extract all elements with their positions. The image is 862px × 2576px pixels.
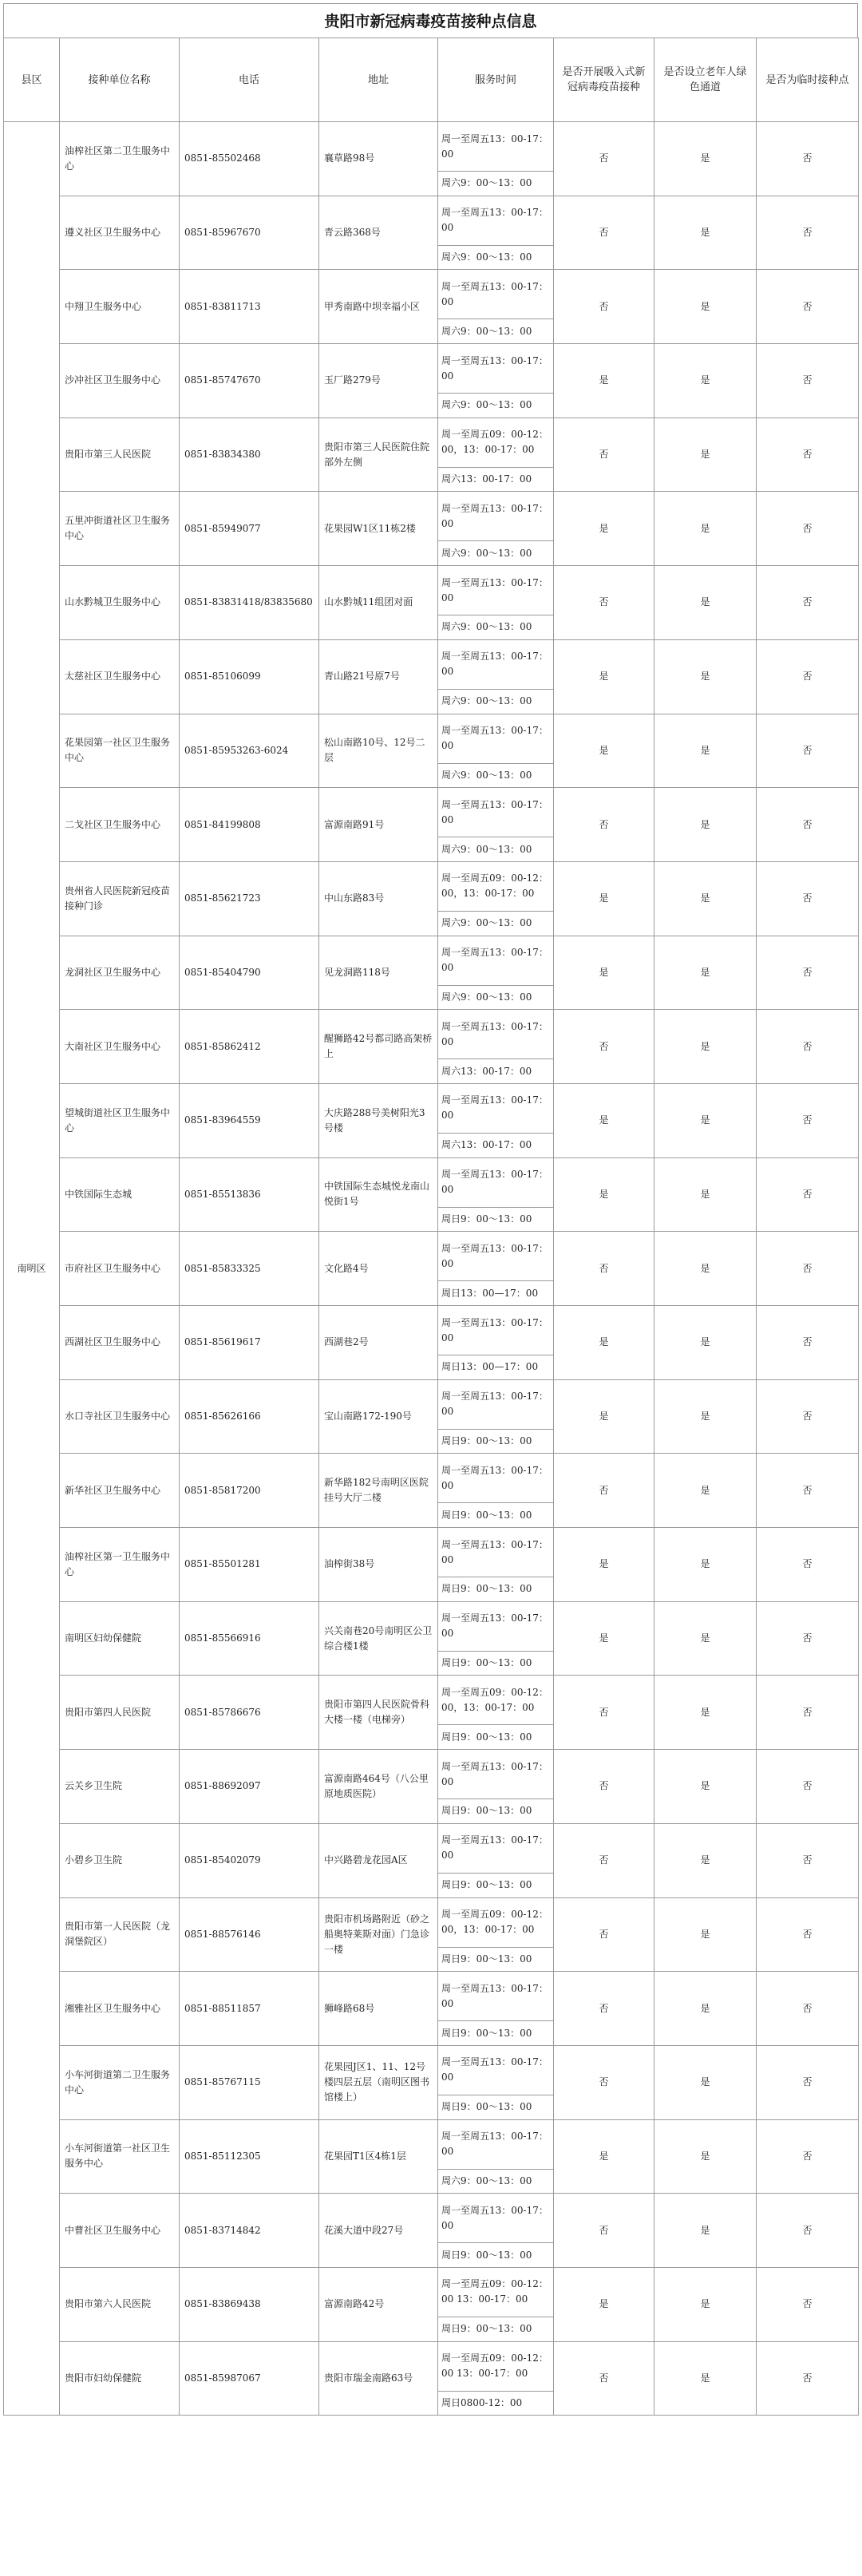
phone-cell: 0851-83714842 xyxy=(180,2194,319,2268)
site-name-cell: 西湖社区卫生服务中心 xyxy=(60,1306,180,1380)
temporary-site-cell: 否 xyxy=(757,566,859,640)
service-time-weekend-cell: 周日9：00～13：00 xyxy=(438,1503,554,1528)
service-time-weekend-cell: 周六9：00～13：00 xyxy=(438,689,554,714)
table-row xyxy=(4,2045,859,2095)
service-time-weekday-cell: 周一至周五13：00-17：00 xyxy=(438,1454,554,1503)
address-cell: 山水黔城11组团对面 xyxy=(319,566,438,640)
phone-cell: 0851-85833325 xyxy=(180,1232,319,1306)
service-time-weekend-cell: 周日9：00～13：00 xyxy=(438,1651,554,1676)
elderly-channel-cell: 是 xyxy=(654,1750,757,1824)
temporary-site-cell: 否 xyxy=(757,270,859,344)
temporary-site-cell: 否 xyxy=(757,1601,859,1676)
address-cell: 贵阳市第三人民医院住院部外左侧 xyxy=(319,417,438,492)
temporary-site-cell: 否 xyxy=(757,2341,859,2416)
table-row xyxy=(4,270,859,319)
header-address: 地址 xyxy=(319,38,438,122)
temporary-site-cell: 否 xyxy=(757,196,859,270)
temporary-site-cell: 否 xyxy=(757,1379,859,1454)
inhaled-vaccine-cell: 是 xyxy=(554,1601,654,1676)
service-time-weekend-cell: 周六9：00～13：00 xyxy=(438,615,554,640)
service-time-weekend-cell: 周六9：00～13：00 xyxy=(438,319,554,344)
phone-cell: 0851-88576146 xyxy=(180,1897,319,1972)
elderly-channel-cell: 是 xyxy=(654,2341,757,2416)
service-time-weekday-cell: 周一至周五13：00-17：00 xyxy=(438,1083,554,1133)
inhaled-vaccine-cell: 否 xyxy=(554,1454,654,1528)
address-cell: 甲秀南路中坝幸福小区 xyxy=(319,270,438,344)
address-cell: 青云路368号 xyxy=(319,196,438,270)
site-name-cell: 贵阳市第四人民医院 xyxy=(60,1676,180,1750)
address-cell: 醒狮路42号都司路高架桥上 xyxy=(319,1010,438,1084)
address-cell: 贵阳市第四人民医院骨科大楼一楼（电梯旁） xyxy=(319,1676,438,1750)
table-row xyxy=(4,1897,859,1947)
phone-cell: 0851-85502468 xyxy=(180,122,319,196)
inhaled-vaccine-cell: 否 xyxy=(554,270,654,344)
address-cell: 玉厂路279号 xyxy=(319,344,438,418)
address-cell: 文化路4号 xyxy=(319,1232,438,1306)
temporary-site-cell: 否 xyxy=(757,788,859,862)
site-name-cell: 太慈社区卫生服务中心 xyxy=(60,639,180,714)
temporary-site-cell: 否 xyxy=(757,2267,859,2341)
elderly-channel-cell: 是 xyxy=(654,1528,757,1602)
address-cell: 大庆路288号美树阳光3号楼 xyxy=(319,1083,438,1157)
site-name-cell: 沙冲社区卫生服务中心 xyxy=(60,344,180,418)
service-time-weekday-cell: 周一至周五13：00-17：00 xyxy=(438,270,554,319)
address-cell: 贵阳市瑞金南路63号 xyxy=(319,2341,438,2416)
site-name-cell: 贵阳市第六人民医院 xyxy=(60,2267,180,2341)
service-time-weekend-cell: 周六13：00-17：00 xyxy=(438,1059,554,1084)
page-title: 贵阳市新冠病毒疫苗接种点信息 xyxy=(3,3,858,38)
site-name-cell: 山水黔城卫生服务中心 xyxy=(60,566,180,640)
address-cell: 宝山南路172-190号 xyxy=(319,1379,438,1454)
temporary-site-cell: 否 xyxy=(757,714,859,788)
site-name-cell: 贵阳市第三人民医院 xyxy=(60,417,180,492)
site-name-cell: 望城街道社区卫生服务中心 xyxy=(60,1083,180,1157)
phone-cell: 0851-85967670 xyxy=(180,196,319,270)
elderly-channel-cell: 是 xyxy=(654,788,757,862)
temporary-site-cell: 否 xyxy=(757,1010,859,1084)
inhaled-vaccine-cell: 否 xyxy=(554,1010,654,1084)
elderly-channel-cell: 是 xyxy=(654,196,757,270)
elderly-channel-cell: 是 xyxy=(654,492,757,566)
inhaled-vaccine-cell: 否 xyxy=(554,196,654,270)
phone-cell: 0851-84199808 xyxy=(180,788,319,862)
table-row xyxy=(4,417,859,467)
table-row xyxy=(4,936,859,985)
inhaled-vaccine-cell: 是 xyxy=(554,1528,654,1602)
table-row xyxy=(4,1601,859,1651)
address-cell: 见龙洞路118号 xyxy=(319,936,438,1010)
temporary-site-cell: 否 xyxy=(757,1972,859,2046)
site-name-cell: 花果园第一社区卫生服务中心 xyxy=(60,714,180,788)
site-name-cell: 中铁国际生态城 xyxy=(60,1157,180,1232)
table-row xyxy=(4,492,859,541)
site-name-cell: 湘雅社区卫生服务中心 xyxy=(60,1972,180,2046)
elderly-channel-cell: 是 xyxy=(654,1232,757,1306)
elderly-channel-cell: 是 xyxy=(654,861,757,936)
service-time-weekend-cell: 周日9：00～13：00 xyxy=(438,1577,554,1602)
header-phone: 电话 xyxy=(180,38,319,122)
address-cell: 狮峰路68号 xyxy=(319,1972,438,2046)
table-row xyxy=(4,196,859,245)
service-time-weekday-cell: 周一至周五13：00-17：00 xyxy=(438,1232,554,1281)
elderly-channel-cell: 是 xyxy=(654,1306,757,1380)
elderly-channel-cell: 是 xyxy=(654,270,757,344)
table-row xyxy=(4,2267,859,2317)
inhaled-vaccine-cell: 否 xyxy=(554,1676,654,1750)
phone-cell: 0851-85817200 xyxy=(180,1454,319,1528)
phone-cell: 0851-85402079 xyxy=(180,1823,319,1897)
header-county: 县区 xyxy=(4,38,60,122)
phone-cell: 0851-85619617 xyxy=(180,1306,319,1380)
service-time-weekday-cell: 周一至周五09：00-12：00 13：00-17：00 xyxy=(438,2341,554,2391)
table-row xyxy=(4,1454,859,1503)
phone-cell: 0851-85949077 xyxy=(180,492,319,566)
address-cell: 松山南路10号、12号二层 xyxy=(319,714,438,788)
service-time-weekday-cell: 周一至周五13：00-17：00 xyxy=(438,2045,554,2095)
temporary-site-cell: 否 xyxy=(757,639,859,714)
address-cell: 青山路21号原7号 xyxy=(319,639,438,714)
service-time-weekday-cell: 周一至周五13：00-17：00 xyxy=(438,1379,554,1429)
inhaled-vaccine-cell: 是 xyxy=(554,1083,654,1157)
site-name-cell: 南明区妇幼保健院 xyxy=(60,1601,180,1676)
service-time-weekday-cell: 周一至周五13：00-17：00 xyxy=(438,788,554,837)
service-time-weekend-cell: 周日9：00～13：00 xyxy=(438,2243,554,2268)
table-row xyxy=(4,2194,859,2243)
service-time-weekday-cell: 周一至周五13：00-17：00 xyxy=(438,1010,554,1059)
phone-cell: 0851-85513836 xyxy=(180,1157,319,1232)
table-row xyxy=(4,2119,859,2169)
temporary-site-cell: 否 xyxy=(757,1083,859,1157)
service-time-weekday-cell: 周一至周五13：00-17：00 xyxy=(438,344,554,394)
site-name-cell: 大南社区卫生服务中心 xyxy=(60,1010,180,1084)
table-row xyxy=(4,1750,859,1799)
address-cell: 花溪大道中段27号 xyxy=(319,2194,438,2268)
service-time-weekend-cell: 周六9：00～13：00 xyxy=(438,911,554,936)
inhaled-vaccine-cell: 否 xyxy=(554,566,654,640)
service-time-weekend-cell: 周日9：00～13：00 xyxy=(438,2095,554,2119)
elderly-channel-cell: 是 xyxy=(654,1897,757,1972)
site-name-cell: 小碧乡卫生院 xyxy=(60,1823,180,1897)
phone-cell: 0851-83834380 xyxy=(180,417,319,492)
phone-cell: 0851-85566916 xyxy=(180,1601,319,1676)
inhaled-vaccine-cell: 是 xyxy=(554,2119,654,2194)
table-row xyxy=(4,122,859,172)
address-cell: 富源南路42号 xyxy=(319,2267,438,2341)
service-time-weekday-cell: 周一至周五13：00-17：00 xyxy=(438,1823,554,1873)
inhaled-vaccine-cell: 是 xyxy=(554,492,654,566)
address-cell: 中铁国际生态城悦龙南山悦街1号 xyxy=(319,1157,438,1232)
site-name-cell: 中曹社区卫生服务中心 xyxy=(60,2194,180,2268)
temporary-site-cell: 否 xyxy=(757,861,859,936)
temporary-site-cell: 否 xyxy=(757,122,859,196)
elderly-channel-cell: 是 xyxy=(654,566,757,640)
site-name-cell: 龙洞社区卫生服务中心 xyxy=(60,936,180,1010)
service-time-weekday-cell: 周一至周五09：00-12：00 13：00-17：00 xyxy=(438,2267,554,2317)
document xyxy=(3,3,858,2573)
county-cell: 南明区 xyxy=(4,122,60,2416)
table-row xyxy=(4,639,859,689)
service-time-weekday-cell: 周一至周五09：00-12：00，13：00-17：00 xyxy=(438,1897,554,1947)
temporary-site-cell: 否 xyxy=(757,936,859,1010)
service-time-weekday-cell: 周一至周五13：00-17：00 xyxy=(438,492,554,541)
table-row xyxy=(4,1823,859,1873)
elderly-channel-cell: 是 xyxy=(654,1157,757,1232)
inhaled-vaccine-cell: 是 xyxy=(554,1157,654,1232)
address-cell: 兴关南巷20号南明区公卫综合楼1楼 xyxy=(319,1601,438,1676)
elderly-channel-cell: 是 xyxy=(654,714,757,788)
site-name-cell: 贵阳市第一人民医院（龙洞堡院区） xyxy=(60,1897,180,1972)
inhaled-vaccine-cell: 否 xyxy=(554,2341,654,2416)
service-time-weekday-cell: 周一至周五13：00-17：00 xyxy=(438,1750,554,1799)
elderly-channel-cell: 是 xyxy=(654,1454,757,1528)
table-row xyxy=(4,1972,859,2021)
phone-cell: 0851-85953263-6024 xyxy=(180,714,319,788)
phone-cell: 0851-88692097 xyxy=(180,1750,319,1824)
site-name-cell: 贵阳市妇幼保健院 xyxy=(60,2341,180,2416)
site-name-cell: 云关乡卫生院 xyxy=(60,1750,180,1824)
elderly-channel-cell: 是 xyxy=(654,122,757,196)
elderly-channel-cell: 是 xyxy=(654,1601,757,1676)
inhaled-vaccine-cell: 否 xyxy=(554,2045,654,2119)
elderly-channel-cell: 是 xyxy=(654,1083,757,1157)
elderly-channel-cell: 是 xyxy=(654,2119,757,2194)
temporary-site-cell: 否 xyxy=(757,1823,859,1897)
elderly-channel-cell: 是 xyxy=(654,1676,757,1750)
address-cell: 富源南路464号（八公里原地质医院） xyxy=(319,1750,438,1824)
temporary-site-cell: 否 xyxy=(757,2194,859,2268)
service-time-weekend-cell: 周日9：00～13：00 xyxy=(438,2021,554,2046)
elderly-channel-cell: 是 xyxy=(654,2267,757,2341)
elderly-channel-cell: 是 xyxy=(654,1972,757,2046)
table-row xyxy=(4,1528,859,1577)
temporary-site-cell: 否 xyxy=(757,2045,859,2119)
address-cell: 花果园J区1、11、12号楼四层五层（南明区图书馆楼上） xyxy=(319,2045,438,2119)
inhaled-vaccine-cell: 否 xyxy=(554,1232,654,1306)
header-temporary-site: 是否为临时接种点 xyxy=(757,38,859,122)
service-time-weekday-cell: 周一至周五13：00-17：00 xyxy=(438,196,554,245)
site-name-cell: 油榨社区第二卫生服务中心 xyxy=(60,122,180,196)
phone-cell: 0851-83831418/83835680 xyxy=(180,566,319,640)
table-row xyxy=(4,1157,859,1207)
table-row xyxy=(4,714,859,763)
service-time-weekend-cell: 周六13：00-17：00 xyxy=(438,467,554,492)
site-name-cell: 二戈社区卫生服务中心 xyxy=(60,788,180,862)
table-row xyxy=(4,344,859,394)
service-time-weekday-cell: 周一至周五13：00-17：00 xyxy=(438,122,554,172)
temporary-site-cell: 否 xyxy=(757,492,859,566)
service-time-weekend-cell: 周日9：00～13：00 xyxy=(438,1207,554,1232)
phone-cell: 0851-85106099 xyxy=(180,639,319,714)
phone-cell: 0851-85767115 xyxy=(180,2045,319,2119)
phone-cell: 0851-85621723 xyxy=(180,861,319,936)
inhaled-vaccine-cell: 是 xyxy=(554,936,654,1010)
elderly-channel-cell: 是 xyxy=(654,639,757,714)
table-row xyxy=(4,1232,859,1281)
inhaled-vaccine-cell: 是 xyxy=(554,1379,654,1454)
service-time-weekend-cell: 周日9：00～13：00 xyxy=(438,1725,554,1750)
inhaled-vaccine-cell: 否 xyxy=(554,788,654,862)
phone-cell: 0851-88511857 xyxy=(180,1972,319,2046)
service-time-weekend-cell: 周日0800-12：00 xyxy=(438,2391,554,2416)
service-time-weekday-cell: 周一至周五13：00-17：00 xyxy=(438,1601,554,1651)
header-elderly-channel: 是否设立老年人绿色通道 xyxy=(654,38,757,122)
header-inhaled-vaccine: 是否开展吸入式新冠病毒疫苗接种 xyxy=(554,38,654,122)
elderly-channel-cell: 是 xyxy=(654,1823,757,1897)
site-name-cell: 遵义社区卫生服务中心 xyxy=(60,196,180,270)
service-time-weekend-cell: 周日9：00～13：00 xyxy=(438,1873,554,1897)
elderly-channel-cell: 是 xyxy=(654,2045,757,2119)
temporary-site-cell: 否 xyxy=(757,1454,859,1528)
table-row xyxy=(4,1010,859,1059)
elderly-channel-cell: 是 xyxy=(654,2194,757,2268)
phone-cell: 0851-85404790 xyxy=(180,936,319,1010)
service-time-weekday-cell: 周一至周五13：00-17：00 xyxy=(438,566,554,615)
inhaled-vaccine-cell: 是 xyxy=(554,861,654,936)
site-name-cell: 五里冲街道社区卫生服务中心 xyxy=(60,492,180,566)
temporary-site-cell: 否 xyxy=(757,1306,859,1380)
service-time-weekend-cell: 周六9：00～13：00 xyxy=(438,245,554,270)
service-time-weekend-cell: 周日9：00～13：00 xyxy=(438,1429,554,1454)
service-time-weekend-cell: 周日9：00～13：00 xyxy=(438,1947,554,1972)
inhaled-vaccine-cell: 是 xyxy=(554,1306,654,1380)
service-time-weekend-cell: 周六9：00～13：00 xyxy=(438,763,554,788)
phone-cell: 0851-85501281 xyxy=(180,1528,319,1602)
inhaled-vaccine-cell: 否 xyxy=(554,1897,654,1972)
table-row xyxy=(4,1083,859,1133)
address-cell: 油榨街38号 xyxy=(319,1528,438,1602)
phone-cell: 0851-85786676 xyxy=(180,1676,319,1750)
service-time-weekend-cell: 周日13：00—17：00 xyxy=(438,1355,554,1380)
service-time-weekend-cell: 周六9：00～13：00 xyxy=(438,172,554,196)
service-time-weekend-cell: 周六9：00～13：00 xyxy=(438,2169,554,2194)
service-time-weekday-cell: 周一至周五13：00-17：00 xyxy=(438,936,554,985)
address-cell: 花果园W1区11栋2楼 xyxy=(319,492,438,566)
service-time-weekend-cell: 周六9：00～13：00 xyxy=(438,541,554,566)
phone-cell: 0851-85112305 xyxy=(180,2119,319,2194)
phone-cell: 0851-85626166 xyxy=(180,1379,319,1454)
table-row xyxy=(4,861,859,911)
inhaled-vaccine-cell: 是 xyxy=(554,344,654,418)
site-name-cell: 小车河街道第一社区卫生服务中心 xyxy=(60,2119,180,2194)
service-time-weekday-cell: 周一至周五09：00-12：00，13：00-17：00 xyxy=(438,861,554,911)
address-cell: 中兴路碧龙花园A区 xyxy=(319,1823,438,1897)
temporary-site-cell: 否 xyxy=(757,1232,859,1306)
temporary-site-cell: 否 xyxy=(757,1157,859,1232)
phone-cell: 0851-85747670 xyxy=(180,344,319,418)
service-time-weekday-cell: 周一至周五13：00-17：00 xyxy=(438,1306,554,1355)
address-cell: 花果园T1区4栋1层 xyxy=(319,2119,438,2194)
service-time-weekend-cell: 周日9：00～13：00 xyxy=(438,1799,554,1824)
inhaled-vaccine-cell: 否 xyxy=(554,1972,654,2046)
inhaled-vaccine-cell: 否 xyxy=(554,2194,654,2268)
address-cell: 西湖巷2号 xyxy=(319,1306,438,1380)
inhaled-vaccine-cell: 否 xyxy=(554,1750,654,1824)
phone-cell: 0851-85987067 xyxy=(180,2341,319,2416)
elderly-channel-cell: 是 xyxy=(654,1010,757,1084)
temporary-site-cell: 否 xyxy=(757,344,859,418)
site-name-cell: 水口寺社区卫生服务中心 xyxy=(60,1379,180,1454)
inhaled-vaccine-cell: 否 xyxy=(554,122,654,196)
site-name-cell: 市府社区卫生服务中心 xyxy=(60,1232,180,1306)
inhaled-vaccine-cell: 是 xyxy=(554,714,654,788)
service-time-weekend-cell: 周六13：00-17：00 xyxy=(438,1133,554,1157)
table-row xyxy=(4,1676,859,1725)
service-time-weekday-cell: 周一至周五13：00-17：00 xyxy=(438,1972,554,2021)
address-cell: 贵阳市机场路附近（砂之船奥特莱斯对面）门急诊一楼 xyxy=(319,1897,438,1972)
service-time-weekend-cell: 周六9：00～13：00 xyxy=(438,985,554,1010)
inhaled-vaccine-cell: 否 xyxy=(554,1823,654,1897)
inhaled-vaccine-cell: 否 xyxy=(554,417,654,492)
address-cell: 富源南路91号 xyxy=(319,788,438,862)
service-time-weekday-cell: 周一至周五13：00-17：00 xyxy=(438,639,554,689)
service-time-weekday-cell: 周一至周五13：00-17：00 xyxy=(438,2194,554,2243)
service-time-weekday-cell: 周一至周五13：00-17：00 xyxy=(438,1157,554,1207)
service-time-weekend-cell: 周六9：00～13：00 xyxy=(438,394,554,418)
vaccination-table xyxy=(3,38,859,2416)
inhaled-vaccine-cell: 是 xyxy=(554,2267,654,2341)
temporary-site-cell: 否 xyxy=(757,417,859,492)
service-time-weekday-cell: 周一至周五09：00-12：00，13：00-17：00 xyxy=(438,417,554,467)
elderly-channel-cell: 是 xyxy=(654,344,757,418)
service-time-weekday-cell: 周一至周五09：00-12：00，13：00-17：00 xyxy=(438,1676,554,1725)
address-cell: 襄草路98号 xyxy=(319,122,438,196)
temporary-site-cell: 否 xyxy=(757,1528,859,1602)
inhaled-vaccine-cell: 是 xyxy=(554,639,654,714)
phone-cell: 0851-85862412 xyxy=(180,1010,319,1084)
temporary-site-cell: 否 xyxy=(757,1750,859,1824)
header-service-time: 服务时间 xyxy=(438,38,554,122)
table-row xyxy=(4,1306,859,1355)
service-time-weekday-cell: 周一至周五13：00-17：00 xyxy=(438,1528,554,1577)
service-time-weekday-cell: 周一至周五13：00-17：00 xyxy=(438,714,554,763)
service-time-weekend-cell: 周日9：00～13：00 xyxy=(438,2317,554,2341)
header-site-name: 接种单位名称 xyxy=(60,38,180,122)
site-name-cell: 油榨社区第一卫生服务中心 xyxy=(60,1528,180,1602)
temporary-site-cell: 否 xyxy=(757,2119,859,2194)
address-cell: 中山东路83号 xyxy=(319,861,438,936)
address-cell: 新华路182号南明区医院挂号大厅二楼 xyxy=(319,1454,438,1528)
elderly-channel-cell: 是 xyxy=(654,417,757,492)
phone-cell: 0851-83964559 xyxy=(180,1083,319,1157)
table-header-row xyxy=(4,38,859,122)
elderly-channel-cell: 是 xyxy=(654,1379,757,1454)
table-row xyxy=(4,1379,859,1429)
site-name-cell: 贵州省人民医院新冠疫苗接种门诊 xyxy=(60,861,180,936)
temporary-site-cell: 否 xyxy=(757,1897,859,1972)
service-time-weekend-cell: 周六9：00～13：00 xyxy=(438,837,554,862)
table-row xyxy=(4,788,859,837)
site-name-cell: 中翔卫生服务中心 xyxy=(60,270,180,344)
phone-cell: 0851-83811713 xyxy=(180,270,319,344)
table-row xyxy=(4,566,859,615)
service-time-weekend-cell: 周日13：00—17：00 xyxy=(438,1281,554,1306)
phone-cell: 0851-83869438 xyxy=(180,2267,319,2341)
temporary-site-cell: 否 xyxy=(757,1676,859,1750)
elderly-channel-cell: 是 xyxy=(654,936,757,1010)
site-name-cell: 新华社区卫生服务中心 xyxy=(60,1454,180,1528)
table-row xyxy=(4,2341,859,2391)
service-time-weekday-cell: 周一至周五13：00-17：00 xyxy=(438,2119,554,2169)
site-name-cell: 小车河街道第二卫生服务中心 xyxy=(60,2045,180,2119)
